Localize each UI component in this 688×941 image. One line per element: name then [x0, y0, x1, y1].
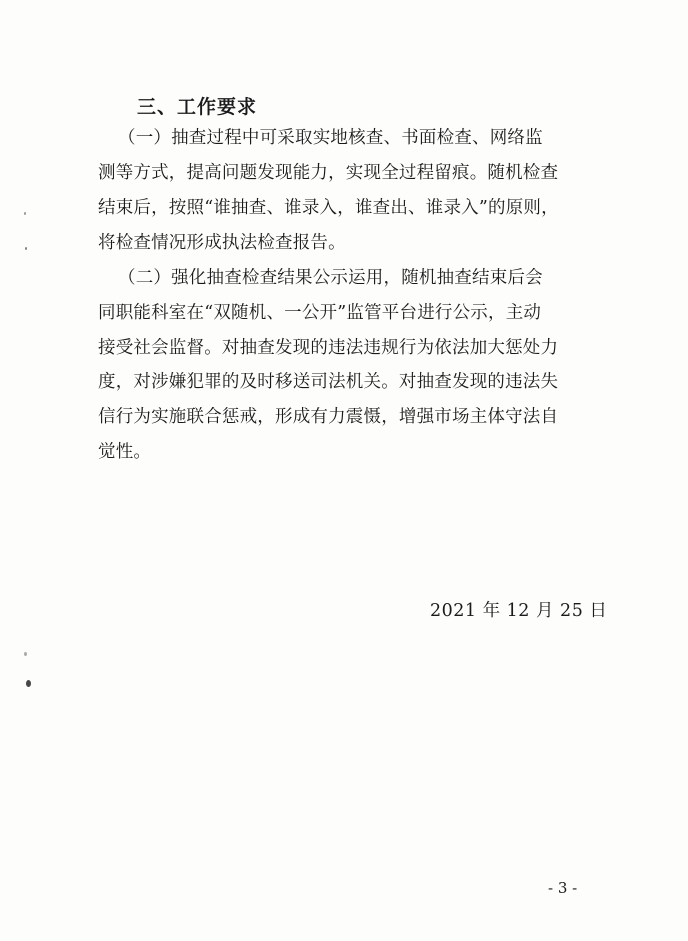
scan-speck — [25, 247, 27, 250]
paragraph-1-line-1: （一）抽查过程中可采取实地核查、书面检查、网络监 — [118, 128, 543, 148]
paragraph-1-line-3: 结束后，按照“谁抽查、谁录入，谁查出、谁录入”的原则， — [98, 198, 559, 218]
page-number: - 3 - — [548, 879, 578, 897]
paragraph-2-line-2: 同职能科室在“双随机、一公开”监管平台进行公示，主动 — [98, 303, 542, 323]
scan-speck — [26, 680, 31, 687]
paragraph-2-line-3: 接受社会监督。对抽查发现的违法违规行为依法加大惩处力 — [98, 338, 559, 358]
paragraph-1-line-4: 将检查情况形成执法检查报告。 — [98, 233, 346, 253]
paragraph-2-line-4: 度，对涉嫌犯罪的及时移送司法机关。对抽查发现的违法失 — [98, 372, 559, 392]
paragraph-1-line-2: 测等方式，提高问题发现能力，实现全过程留痕。随机检查 — [98, 163, 559, 183]
scan-speck — [24, 652, 27, 656]
paragraph-2-line-1: （二）强化抽查检查结果公示运用，随机抽查结束后会 — [118, 268, 543, 288]
section-heading: 三、工作要求 — [137, 96, 258, 118]
paragraph-2-line-5: 信行为实施联合惩戒，形成有力震慑，增强市场主体守法自 — [98, 407, 559, 427]
document-date: 2021 年 12 月 25 日 — [430, 601, 608, 621]
paragraph-2-line-6: 觉性。 — [98, 442, 152, 462]
scan-speck — [24, 212, 26, 215]
